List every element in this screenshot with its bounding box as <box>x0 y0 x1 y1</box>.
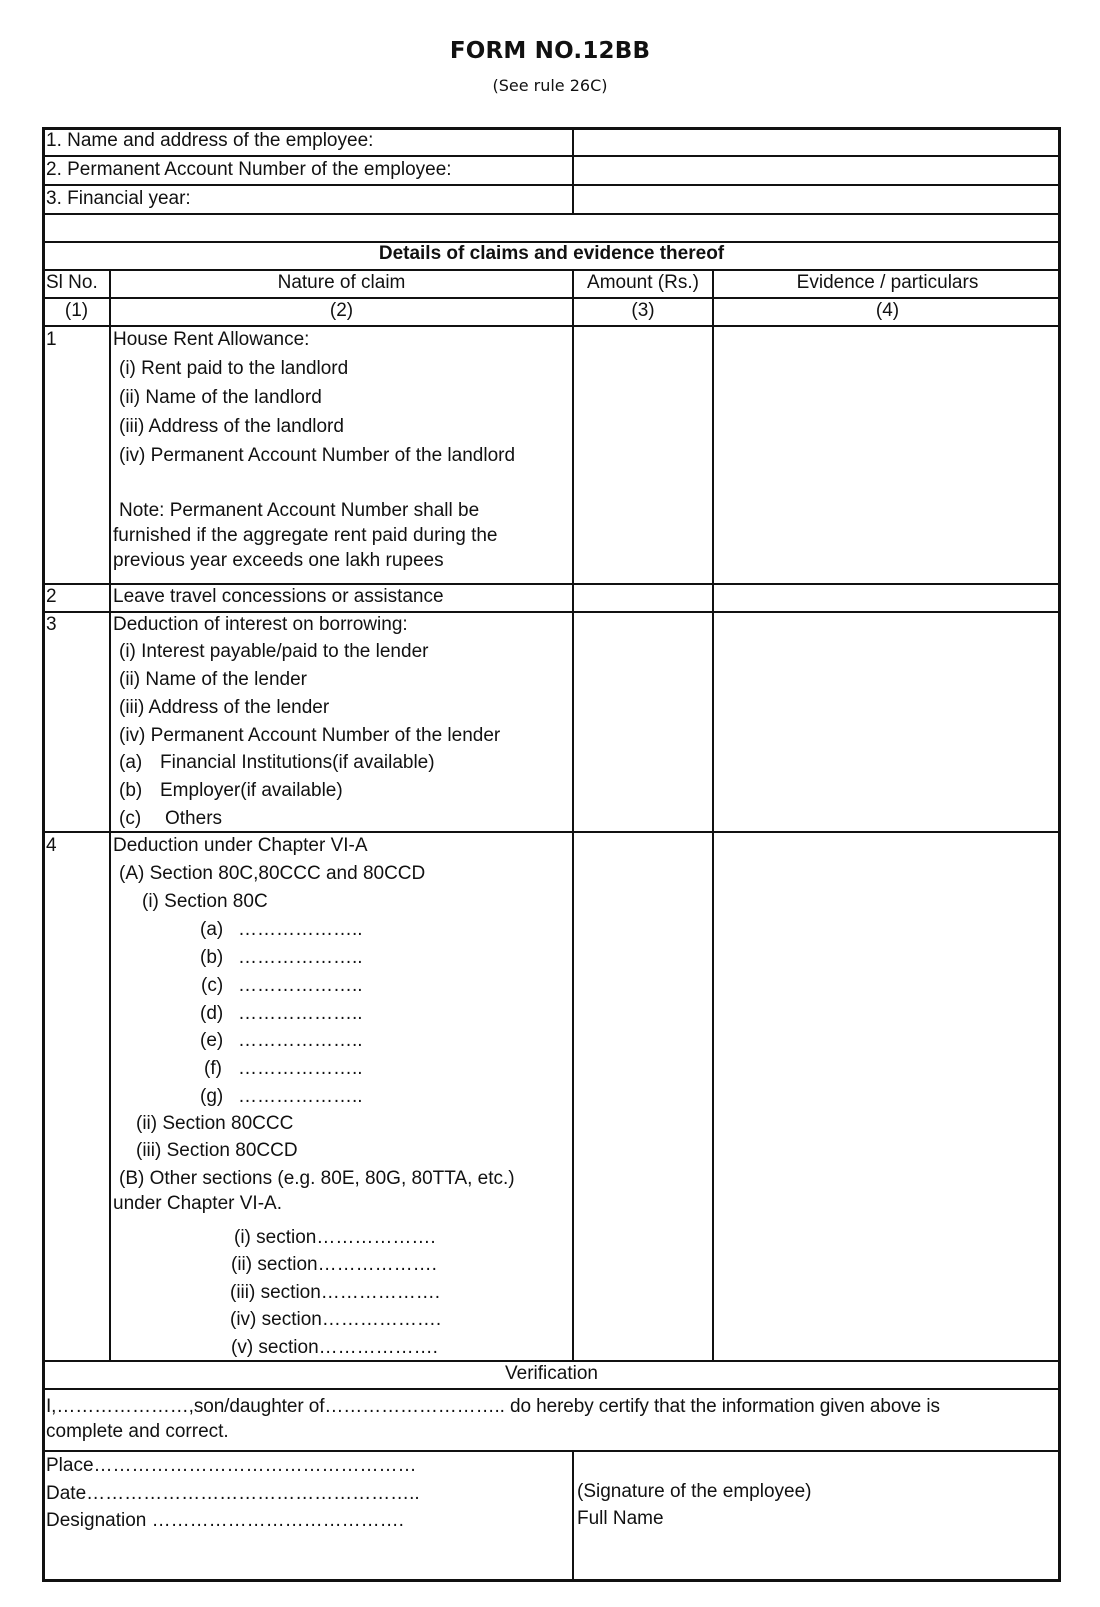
hra-note: previous year exceeds one lakh rupees <box>113 550 444 571</box>
row-divider <box>42 1450 1061 1452</box>
section-80c-letter: (f) <box>204 1058 222 1079</box>
hra-line: (iv) Permanent Account Number of the landlord <box>119 445 516 466</box>
signature-label: (Signature of the employee) <box>577 1481 812 1502</box>
hra-title: House Rent Allowance: <box>113 329 310 350</box>
section-80c-letter: (g) <box>200 1086 224 1107</box>
col-header-nature: Nature of claim <box>277 272 406 293</box>
hra-note: furnished if the aggregate rent paid during the <box>113 525 498 546</box>
col-header-amount: Amount (Rs.) <box>587 272 699 293</box>
full-name-label: Full Name <box>577 1508 664 1529</box>
item-number: 4 <box>46 835 57 856</box>
item-number: 3 <box>46 614 57 635</box>
other-section-line: (i) section………………. <box>234 1227 436 1248</box>
other-section-line: (ii) section………………. <box>231 1254 437 1275</box>
section-80c-dots: ……………….. <box>238 947 363 968</box>
interest-line: (iii) Address of the lender <box>119 697 330 718</box>
interest-line: (i) Interest payable/paid to the lender <box>119 641 429 662</box>
ltc-title: Leave travel concessions or assistance <box>113 586 444 607</box>
section-b-title: (B) Other sections (e.g. 80E, 80G, 80TTA, etc.) <box>119 1168 515 1189</box>
row-divider <box>42 1360 1061 1362</box>
other-section-line: (v) section………………. <box>231 1337 438 1358</box>
employee-name-label: 1. Name and address of the employee: <box>46 130 374 151</box>
row-divider <box>42 325 1061 327</box>
hra-note: Note: Permanent Account Number shall be <box>119 500 480 521</box>
section-80c-dots: ……………….. <box>238 919 363 940</box>
lender-type-label: (a) <box>119 752 143 773</box>
lender-type-label: (c) <box>119 808 142 829</box>
verification-statement: complete and correct. <box>46 1421 229 1442</box>
row-divider <box>42 269 1061 271</box>
column-divider <box>712 269 714 1361</box>
other-section-line: (iv) section………………. <box>230 1309 442 1330</box>
hra-line: (i) Rent paid to the landlord <box>119 358 349 379</box>
col-header-evidence: Evidence / particulars <box>796 272 979 293</box>
place-field: Place…………………………………………… <box>46 1455 417 1476</box>
chapter6a-title: Deduction under Chapter VI-A <box>113 835 368 856</box>
col-number-3: (3) <box>631 300 655 321</box>
lender-type-text: Financial Institutions(if available) <box>160 752 435 773</box>
verification-heading: Verification <box>505 1363 598 1384</box>
row-divider <box>42 184 1061 186</box>
hra-line: (ii) Name of the landlord <box>119 387 322 408</box>
section-80c-dots: ……………….. <box>238 1086 363 1107</box>
row-divider <box>42 611 1061 613</box>
column-divider <box>109 269 111 1361</box>
col-number-4: (4) <box>875 300 900 321</box>
lender-type-text: Others <box>165 808 223 829</box>
column-divider <box>572 127 574 214</box>
row-divider <box>42 1388 1061 1390</box>
section-80c-title: (i) Section 80C <box>142 891 268 912</box>
other-section-line: (iii) section………………. <box>230 1282 441 1303</box>
section-80ccc: (ii) Section 80CCC <box>136 1113 294 1134</box>
section-80c-letter: (b) <box>200 947 224 968</box>
item-number: 2 <box>46 586 57 607</box>
interest-line: (ii) Name of the lender <box>119 669 307 690</box>
lender-type-text: Employer(if available) <box>160 780 343 801</box>
verification-statement: I,…………………,son/daughter of……………………….. do hereby certify that the information given above is <box>46 1396 940 1417</box>
financial-year-label: 3. Financial year: <box>46 188 191 209</box>
interest-title: Deduction of interest on borrowing: <box>113 614 408 635</box>
designation-field: Designation …………………………………. <box>46 1510 404 1531</box>
form-title: FORM NO.12BB <box>449 38 651 64</box>
column-divider <box>572 1450 574 1582</box>
form-subtitle: (See rule 26C) <box>492 76 608 95</box>
section-80c-letter: (e) <box>200 1030 224 1051</box>
section-80c-letter: (a) <box>200 919 224 940</box>
row-divider <box>42 583 1061 585</box>
lender-type-label: (b) <box>119 780 143 801</box>
section-a-title: (A) Section 80C,80CCC and 80CCD <box>119 863 426 884</box>
col-header-sl: Sl No. <box>46 272 98 293</box>
item-number: 1 <box>46 329 57 350</box>
claims-heading: Details of claims and evidence thereof <box>378 243 725 264</box>
section-80c-letter: (d) <box>200 1003 224 1024</box>
section-80c-dots: ……………….. <box>238 975 363 996</box>
column-divider <box>572 269 574 1361</box>
row-divider <box>42 213 1061 215</box>
employee-pan-label: 2. Permanent Account Number of the employee: <box>46 159 452 180</box>
section-80c-dots: ……………….. <box>238 1058 363 1079</box>
section-80c-letter: (c) <box>201 975 224 996</box>
row-divider <box>42 155 1061 157</box>
date-field: Date…………………………………………….. <box>46 1483 420 1504</box>
section-80c-dots: ……………….. <box>238 1030 363 1051</box>
hra-line: (iii) Address of the landlord <box>119 416 344 437</box>
section-b-title: under Chapter VI-A. <box>113 1193 282 1214</box>
row-divider <box>42 831 1061 833</box>
col-number-2: (2) <box>329 300 354 321</box>
interest-line: (iv) Permanent Account Number of the lender <box>119 725 501 746</box>
col-number-1: (1) <box>64 300 89 321</box>
section-80c-dots: ……………….. <box>238 1003 363 1024</box>
section-80ccd: (iii) Section 80CCD <box>136 1140 298 1161</box>
row-divider <box>42 297 1061 299</box>
